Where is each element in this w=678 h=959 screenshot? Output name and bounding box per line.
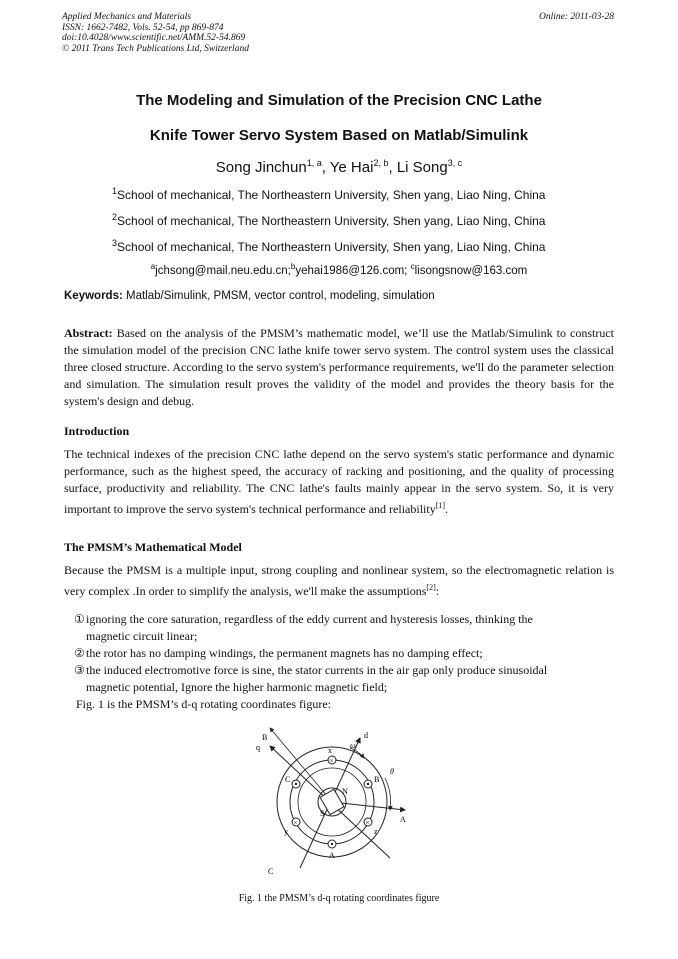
email-line	[0, 262, 678, 277]
author-sup: 3, c	[447, 158, 463, 168]
label-B: B	[262, 733, 268, 742]
journal-header	[62, 12, 249, 54]
affiliation-text: School of mechanical, The Northeastern University, Shen yang, Liao Ning, China	[117, 188, 546, 202]
figure-intro: Fig. 1 is the PMSM’s d-q rotating coordinates figure:	[76, 697, 331, 711]
dq-coordinates-figure	[240, 718, 440, 878]
winding-z	[364, 818, 372, 827]
winding-x	[328, 756, 336, 765]
punctuation: .	[445, 502, 449, 516]
affiliation-2	[112, 212, 545, 228]
label-y: y	[284, 827, 288, 836]
online-date: Online: 2011-03-28	[538, 12, 614, 22]
introduction-text: The technical indexes of the precision CNC lathe depend on the servo system's static performance and dynamic performance, such as the highest speed, the accuracy of racking and positioning, and the quality of processing surface, productivity and reliability. The CNC lathe's faults mainly appear in the servo system. So, it is very important to improve the servo system's technical performance and reliability	[64, 447, 614, 516]
email-sup: b	[290, 262, 296, 271]
email-address: jchsong@mail.neu.edu.cn;	[155, 264, 291, 277]
email-address: yehai1986@126.com;	[295, 264, 411, 277]
email-address: lisongsnow@163.com	[414, 264, 528, 277]
list-number: ③	[74, 663, 85, 677]
theta-arc	[385, 778, 391, 810]
list-number: ①	[74, 612, 85, 626]
list-text: magnetic potential, Ignore the higher harmonic magnetic field;	[86, 680, 388, 694]
winding-c	[292, 780, 300, 788]
list-text: the induced electromotive force is sine, the stator currents in the air gap only produce sinusoidal	[86, 663, 548, 677]
label-B-coil: B	[374, 775, 380, 784]
label-omega: ω	[350, 741, 356, 750]
winding-y	[292, 818, 300, 827]
author-name: Ye Hai	[329, 159, 374, 176]
svg-text:×: ×	[365, 819, 370, 827]
keywords-text: Matlab/Simulink, PMSM, vector control, modeling, simulation	[126, 290, 435, 302]
issn-line: ISSN: 1662-7482, Vols. 52-54, pp 869-874	[62, 22, 224, 33]
introduction-paragraph	[64, 446, 614, 518]
model-paragraph	[64, 562, 614, 600]
label-d: d	[364, 731, 368, 740]
author-list: Song Jinchun$^{1, a}$, Ye Hai$^{2, b}$, Li Song$^{3, c}$	[215, 158, 463, 176]
section-heading-introduction: Introduction	[64, 424, 130, 438]
copyright-line: © 2011 Trans Tech Publications Ltd, Switzerland	[62, 43, 249, 54]
journal-name: Applied Mechanics and Materials	[62, 12, 192, 22]
abstract-label: Abstract:	[64, 326, 113, 340]
affiliation-1	[112, 186, 545, 202]
label-x: x	[328, 746, 332, 755]
abstract-text: Based on the analysis of the PMSM’s mathematic model, we’ll use the Matlab/Simulink to construct the simulation model of the precision CNC lathe knife tower servo system. The control system uses the classical three closed structure. According to the servo system's performance requirements, we'll do the parameter selection and simulation. The simulation result proves the validity of the model and provides the theory basis for the system's design and debug.	[64, 326, 614, 408]
list-text: the rotor has no damping windings, the permanent magnets has no damping effect;	[86, 646, 483, 660]
model-text: Because the PMSM is a multiple input, strong coupling and nonlinear system, so the electromagnetic relation is very complex .In order to simplify the analysis, we'll make the assumptions	[64, 563, 614, 598]
author-sup: 2, b	[373, 158, 389, 168]
citation-ref: [2]	[426, 583, 436, 592]
doi-line: doi:10.4028/www.scientific.net/AMM.52-54.869	[62, 33, 246, 43]
paper-title-line2: Knife Tower Servo System Based on Matlab/Simulink	[149, 127, 529, 144]
affiliation-text: School of mechanical, The Northeastern University, Shen yang, Liao Ning, China	[117, 240, 546, 254]
affiliation-3	[112, 238, 545, 254]
figure-caption: Fig. 1 the PMSM’s d-q rotating coordinates figure	[238, 893, 440, 904]
author-name: Li Song	[396, 159, 448, 176]
list-number: ②	[74, 646, 85, 660]
email-sup: a	[150, 262, 156, 271]
section-heading-model: The PMSM’s Mathematical Model	[64, 540, 242, 554]
paper-title-line1: The Modeling and Simulation of the Precision CNC Lathe	[136, 92, 542, 109]
list-text: ignoring the core saturation, regardless of the eddy current and hysteresis losses, thinking the	[86, 612, 533, 626]
email-sup: c	[410, 262, 415, 271]
label-z: z	[374, 827, 378, 836]
keywords	[64, 290, 435, 302]
label-S: S	[320, 809, 325, 818]
label-C: C	[268, 867, 274, 876]
label-q: q	[256, 743, 260, 752]
label-theta: θ	[390, 767, 394, 776]
affiliation-sup: 3	[112, 238, 118, 248]
winding-b	[364, 780, 372, 788]
affiliation-sup: 2	[112, 212, 118, 222]
label-C-coil: C	[285, 775, 291, 784]
b-axis	[270, 728, 332, 802]
svg-text:×: ×	[329, 757, 334, 765]
affiliation-sup: 1	[112, 186, 118, 196]
assumption-item-1	[74, 611, 614, 645]
label-N: N	[342, 787, 348, 796]
abstract	[64, 325, 614, 410]
label-A-coil: A	[329, 851, 335, 860]
keywords-label: Keywords:	[64, 290, 123, 302]
affiliation-text: School of mechanical, The Northeastern University, Shen yang, Liao Ning, China	[117, 214, 546, 228]
author-name: Song Jinchun	[215, 159, 307, 176]
citation-ref: [1]	[435, 501, 446, 510]
label-A: A	[400, 815, 406, 824]
author-sup: 1, a	[306, 158, 322, 168]
assumption-item-2	[74, 645, 614, 662]
assumption-item-3	[74, 662, 614, 696]
svg-text:×: ×	[293, 819, 298, 827]
winding-a	[328, 840, 336, 848]
punctuation: :	[435, 584, 440, 598]
list-text: magnetic circuit linear;	[86, 629, 198, 643]
